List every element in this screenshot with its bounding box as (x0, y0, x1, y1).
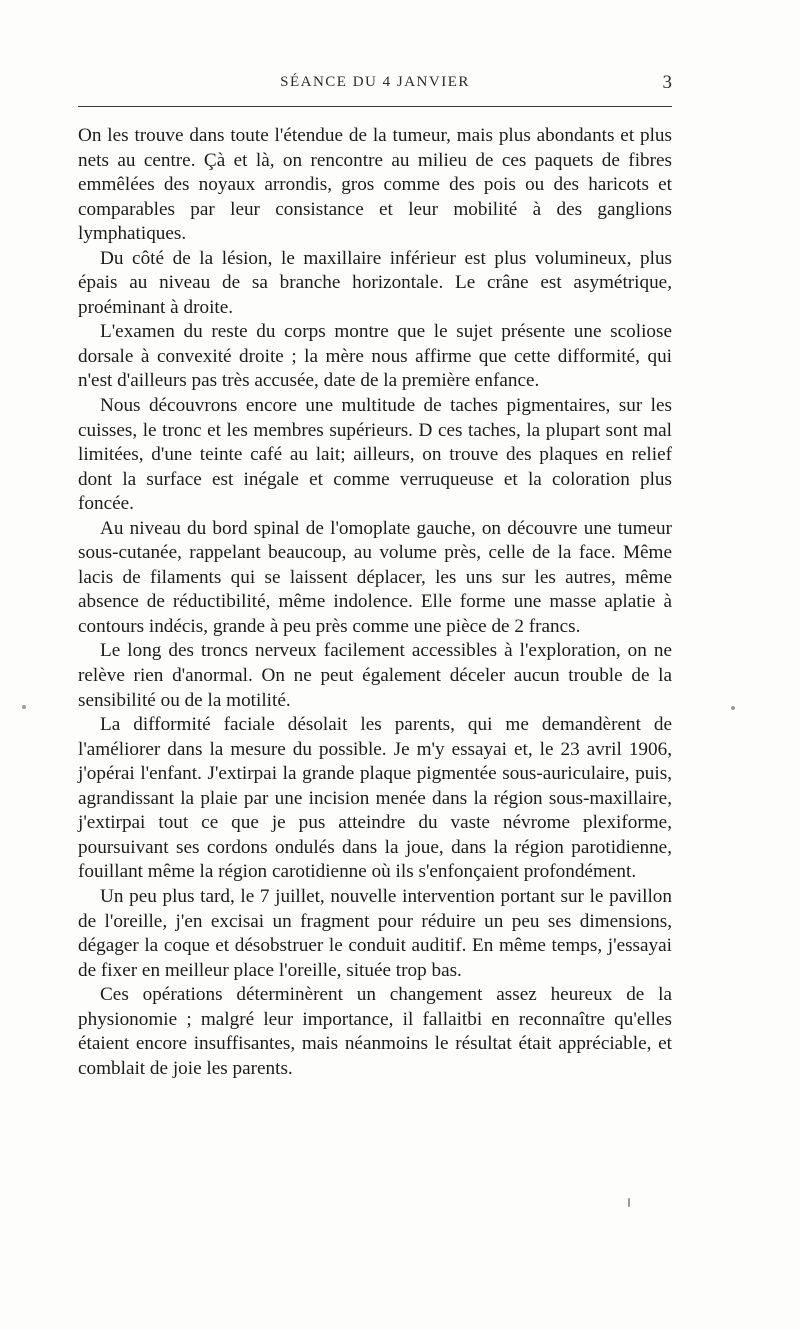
page-number: 3 (662, 72, 672, 93)
header-rule (78, 106, 672, 107)
running-title: SÉANCE DU 4 JANVIER (280, 74, 470, 90)
running-head (78, 72, 672, 98)
paragraph-1: On les trouve dans toute l'étendue de la tumeur, mais plus abondants et plus nets au centre. Çà et là, on rencontre au milieu de ces paquets de fibres emmêlées des noyaux arrondis, gros comme des pois ou des haricots et comparables par leur consistance et leur mobilité à des ganglions lymphatiques. (78, 125, 672, 245)
print-speck (731, 706, 735, 710)
paragraph-9: Ces opérations déterminèrent un changement assez heureux de la physionomie ; malgré leur importance, il fallaitbi en reconnaître qu'elles étaient encore insuffisantes, mais néanmoins le résultat était appréciable, et comblait de joie les parents. (78, 984, 672, 1079)
paragraph-3: L'examen du reste du corps montre que le sujet présente une scoliose dorsale à convexité droite ; la mère nous affirme que cette difformité, qui n'est d'ailleurs pas très accusée, date de la première enfance. (78, 321, 672, 392)
paragraph-5: Au niveau du bord spinal de l'omoplate gauche, on découvre une tumeur sous-cutanée, rappelant beaucoup, au volume près, celle de la face. Même lacis de filaments qui se laissent déplacer, les uns sur les autres, même absence de réductibilité, même indolence. Elle forme une masse aplatie à contours indécis, grande à peu près comme une pièce de 2 francs. (78, 517, 672, 637)
paragraph-8: Un peu plus tard, le 7 juillet, nouvelle intervention portant sur le pavillon de l'oreille, j'en excisai un fragment pour réduire un peu ses dimensions, dégager la coque et désobstruer le conduit auditif. En même temps, j'essayai de fixer en meilleur place l'oreille, située trop bas. (78, 885, 672, 981)
print-speck (628, 1198, 630, 1207)
paragraph-6: Le long des troncs nerveux facilement accessibles à l'exploration, on ne relève rien d'anormal. On ne peut également déceler aucun trouble de la sensibilité ou de la motilité. (78, 640, 672, 711)
paragraph-2: Du côté de la lésion, le maxillaire inférieur est plus volumineux, plus épais au niveau de sa branche horizontale. Le crâne est asymétrique, proéminant à droite. (78, 247, 672, 318)
paragraph-7: La difformité faciale désolait les parents, qui me demandèrent de l'améliorer dans la mesure du possible. Je m'y essayai et, le 23 avril 1906, j'opérai l'enfant. J'extirpai la grande plaque pigmentée sous-auriculaire, puis, agrandissant la plaie par une incision menée dans la région sous-maxillaire, j'extirpai tout ce que je pus atteindre du vaste névrome plexiforme, poursuivant ses cordons ondulés dans la joue, dans la région parotidienne, fouillant même la région carotidienne où ils s'enfonçaient profondément. (78, 714, 672, 883)
print-speck (22, 705, 26, 709)
paragraph-4: Nous découvrons encore une multitude de taches pigmentaires, sur les cuisses, le tronc et les membres supérieurs. D ces taches, la plupart sont mal limitées, d'une teinte café au lait; ailleurs, on trouve des plaques en relief dont la surface est inégale et comme verruqueuse et la coloration plus foncée. (78, 395, 672, 515)
body-text (78, 124, 672, 1081)
